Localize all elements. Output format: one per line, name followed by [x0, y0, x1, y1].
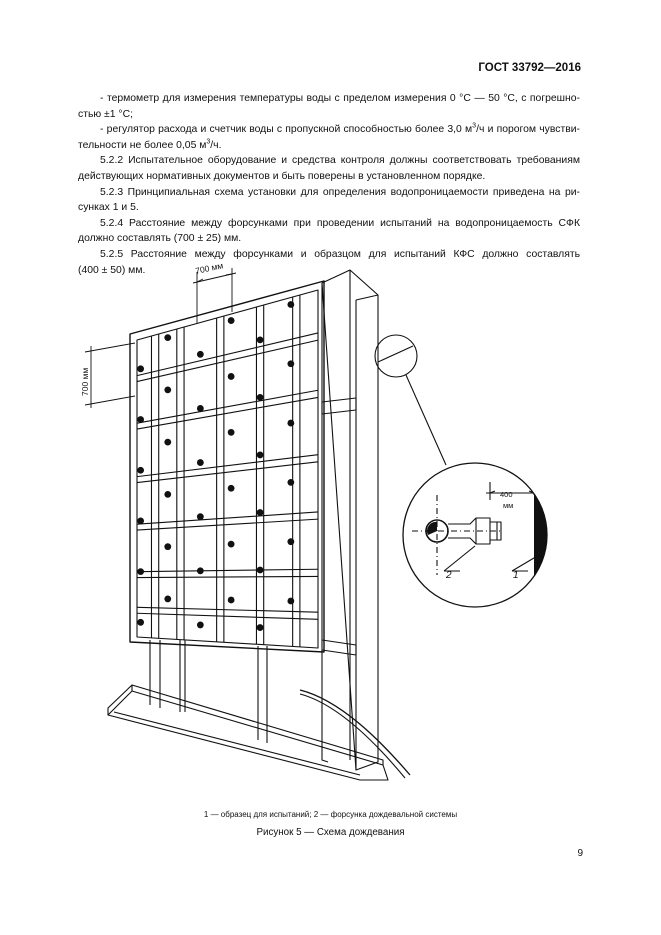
- nozzle: [164, 543, 171, 550]
- nozzle: [257, 452, 264, 459]
- callout-2: 2: [446, 570, 452, 581]
- list-item: - регулятор расхода и счетчик воды с пропускной способностью более 3,0 $м^3/ч$ и порогом чувстви-: [100, 122, 581, 136]
- nozzle: [137, 416, 144, 423]
- nozzle: [287, 420, 294, 427]
- nozzle: [287, 301, 294, 308]
- frame-transom: [137, 333, 318, 376]
- nozzle: [137, 365, 144, 372]
- nozzle: [257, 394, 264, 401]
- nozzle: [137, 619, 144, 626]
- test-panel: [130, 281, 356, 762]
- paragraph-5-2-2-cont: действующих нормативных документов и быть поверены в установленном порядке.: [78, 170, 486, 182]
- nozzle: [197, 405, 204, 412]
- nozzle: [228, 541, 235, 548]
- detail-dim-value: 400: [500, 490, 513, 499]
- frame-transom: [137, 576, 318, 577]
- paragraph-5-2-2: 5.2.2 Испытательное оборудование и средства контроля должны соответствовать требованиям: [100, 155, 580, 167]
- nozzle: [228, 485, 235, 492]
- nozzle: [257, 336, 264, 343]
- nozzle: [228, 373, 235, 380]
- paragraph-5-2-5: 5.2.5 Расстояние между форсунками и образцом для испытаний КФС должно составлять: [100, 248, 580, 260]
- nozzle: [228, 597, 235, 604]
- list-item-continuation: стью ±1 °С;: [78, 108, 133, 120]
- callout-1: 1: [513, 570, 519, 581]
- nozzle: [287, 538, 294, 545]
- nozzle: [164, 596, 171, 603]
- nozzle: [257, 567, 264, 574]
- detail-leader: [406, 375, 446, 465]
- paragraph-5-2-3: 5.2.3 Принципиальная схема установки для определения водопроницаемости приведена на ри-: [100, 186, 580, 198]
- frame-transom: [137, 512, 318, 524]
- nozzle: [197, 622, 204, 629]
- frame-transom: [137, 613, 318, 619]
- nozzle: [164, 439, 171, 446]
- paragraph-5-2-4: 5.2.4 Расстояние между форсунками при проведении испытаний на водопроницаемость СФК: [100, 217, 580, 229]
- nozzle: [228, 317, 235, 324]
- detail-marker-circle: [375, 335, 417, 377]
- nozzle: [197, 513, 204, 520]
- nozzle: [257, 509, 264, 516]
- dim-h-label: 700 мм: [194, 260, 225, 276]
- nozzle: [164, 334, 171, 341]
- paragraph-5-2-4-cont: должно составлять (700 ± 25) мм.: [78, 233, 242, 245]
- nozzle: [287, 479, 294, 486]
- paragraph-5-2-3-cont: сунках 1 и 5.: [78, 202, 139, 214]
- frame-transom: [137, 519, 318, 530]
- nozzle: [197, 351, 204, 358]
- figure-caption: Рисунок 5 — Схема дождевания: [256, 827, 405, 838]
- document-code: ГОСТ 33792—2016: [478, 62, 581, 74]
- list-item: - термометр для измерения температуры воды с пределом измерения 0 °С — 50 °С, с погрешно-: [100, 93, 580, 104]
- nozzle: [197, 567, 204, 574]
- nozzle: [137, 467, 144, 474]
- frame-transom: [137, 455, 318, 477]
- nozzle: [228, 429, 235, 436]
- nozzle: [137, 568, 144, 575]
- frame-transom: [137, 390, 318, 423]
- nozzle: [164, 491, 171, 498]
- frame-transom: [137, 607, 318, 612]
- nozzle: [287, 598, 294, 605]
- detail-marker-line: [378, 346, 413, 362]
- paragraph-5-2-5-cont: (400 ± 50) мм.: [78, 264, 146, 276]
- detail-dim-unit: мм: [503, 501, 514, 510]
- figure-legend: 1 — образец для испытаний; 2 — форсунка дождевальной системы: [203, 810, 458, 819]
- frame-transom: [137, 569, 318, 571]
- support-posts: [322, 270, 378, 770]
- dim-v-label: 700 мм: [80, 367, 90, 396]
- dimension-vertical: [85, 343, 135, 408]
- nozzle: [197, 459, 204, 466]
- nozzle: [287, 360, 294, 367]
- specimen-section: [534, 490, 548, 600]
- nozzle: [164, 387, 171, 394]
- detail-view: [403, 463, 548, 607]
- hose-edge: [300, 694, 405, 778]
- list-item-continuation: тельности не более 0,05 $м^3/ч$.: [78, 138, 222, 151]
- nozzle: [137, 518, 144, 525]
- page-number: 9: [577, 848, 583, 859]
- nozzle: [257, 624, 264, 631]
